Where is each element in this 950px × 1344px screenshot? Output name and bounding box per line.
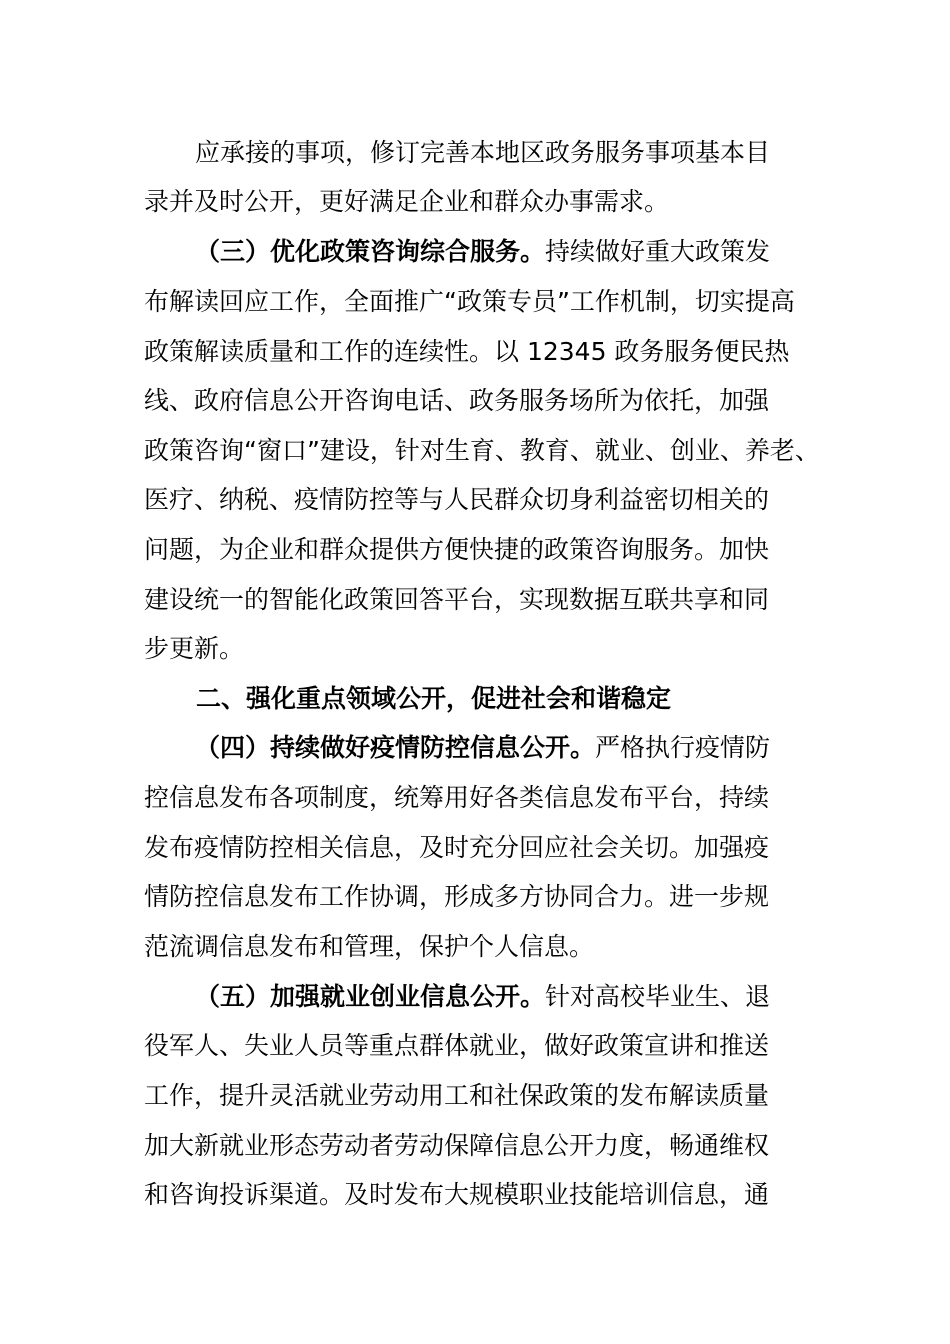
paragraph-line: （四）持续做好疫情防控信息公开。严格执行疫情防 [195,733,771,762]
paragraph-line: 线、政府信息公开咨询电话、政务服务场所为依托，加强 [144,386,770,415]
paragraph-line: 录并及时公开，更好满足企业和群众办事需求。 [144,187,670,216]
paragraph-line: 发布疫情防控相关信息，及时充分回应社会关切。加强疫 [144,833,770,862]
paragraph-line: （五）加强就业创业信息公开。针对高校毕业生、退 [195,982,771,1011]
paragraph-line: （三）优化政策咨询综合服务。持续做好重大政策发 [195,237,771,266]
paragraph-line: 问题，为企业和群众提供方便快捷的政策咨询服务。加快 [144,535,770,564]
paragraph-line: 政策解读质量和工作的连续性。以 12345 政务服务便民热 [144,337,790,366]
paragraph-line: 范流调信息发布和管理，保护个人信息。 [144,932,595,961]
paragraph-line: 步更新。 [144,634,245,663]
paragraph-line: 加大新就业形态劳动者劳动保障信息公开力度，畅通维权 [144,1131,770,1160]
paragraph-line: 役军人、失业人员等重点群体就业，做好政策宣讲和推送 [144,1031,770,1060]
paragraph-line: 建设统一的智能化政策回答平台，实现数据互联共享和同 [144,585,770,614]
paragraph-line: 布解读回应工作，全面推广“政策专员”工作机制，切实提高 [144,287,795,316]
paragraph-line: 医疗、纳税、疫情防控等与人民群众切身利益密切相关的 [144,485,770,514]
paragraph-line: 控信息发布各项制度，统筹用好各类信息发布平台，持续 [144,783,770,812]
paragraph-line: 情防控信息发布工作协调，形成多方协同合力。进一步规 [144,882,770,911]
section-heading: 二、强化重点领域公开，促进社会和谐稳定 [196,684,672,713]
section-heading-inline: （五）加强就业创业信息公开。 [195,982,546,1011]
section-heading-inline: （四）持续做好疫情防控信息公开。 [195,733,596,762]
section-heading-inline: （三）优化政策咨询综合服务。 [195,237,546,266]
paragraph-line: 工作，提升灵活就业劳动用工和社保政策的发布解读质量 [144,1081,770,1110]
paragraph-line: 应承接的事项，修订完善本地区政务服务事项基本目 [195,138,771,167]
paragraph-line: 政策咨询“窗口”建设，针对生育、教育、就业、创业、养老、 [144,436,820,465]
paragraph-line: 和咨询投诉渠道。及时发布大规模职业技能培训信息，通 [144,1180,770,1209]
